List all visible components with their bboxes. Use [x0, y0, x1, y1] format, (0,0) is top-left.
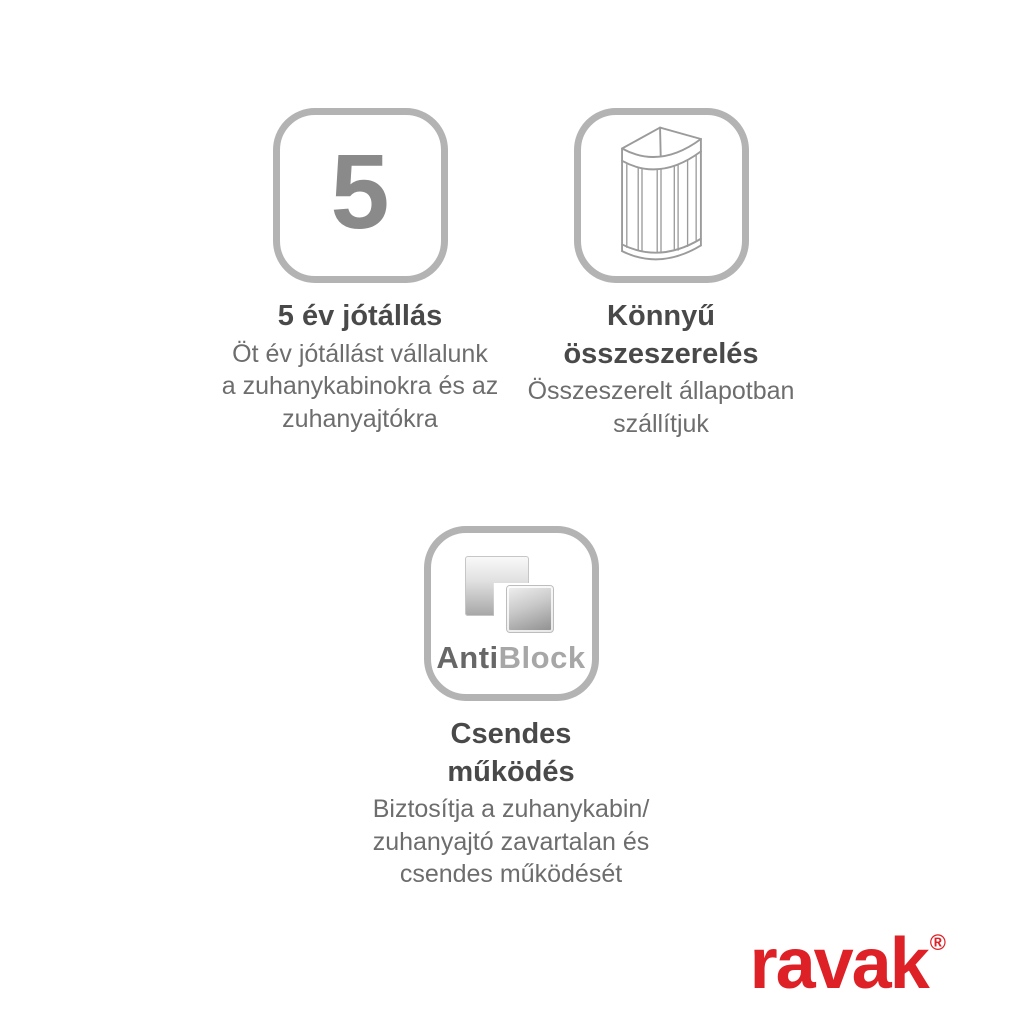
shower-cabin-icon	[574, 108, 749, 283]
antiblock-square-shape	[507, 586, 553, 632]
antiblock-icon	[424, 526, 599, 701]
ravak-wordmark: ravak	[749, 924, 928, 1004]
feature-easy-assembly	[491, 108, 831, 440]
feature-quiet-operation-title: Csendes működés	[447, 718, 575, 788]
number-5-badge-icon	[273, 108, 448, 283]
feature-quiet-operation-description: Biztosítja a zuhanykabin/ zuhanyajtó zavartalan és csendes működését	[372, 795, 650, 889]
feature-warranty-title: 5 év jótállás	[277, 300, 443, 332]
feature-warranty	[190, 108, 530, 435]
antiblock-logo	[436, 554, 585, 673]
ravak-logo	[749, 924, 946, 1004]
antiblock-wordmark	[436, 642, 585, 673]
feature-warranty-description: Öt év jótállást vállalunk a zuhanykabinokra és az zuhanyajtókra	[221, 339, 499, 433]
feature-quiet-operation	[331, 526, 691, 891]
registered-trademark-icon: ®	[929, 930, 946, 955]
feature-easy-assembly-description: Összeszerelt állapotban szállítjuk	[527, 377, 795, 438]
antiblock-squares-icon	[465, 554, 557, 632]
feature-easy-assembly-title: Könnyű összeszerelés	[563, 300, 759, 370]
antiblock-word-block: Block	[498, 640, 586, 675]
antiblock-word-anti: Anti	[436, 640, 499, 675]
shower-cabin-drawing	[607, 120, 715, 272]
badge-number: 5	[330, 132, 390, 251]
